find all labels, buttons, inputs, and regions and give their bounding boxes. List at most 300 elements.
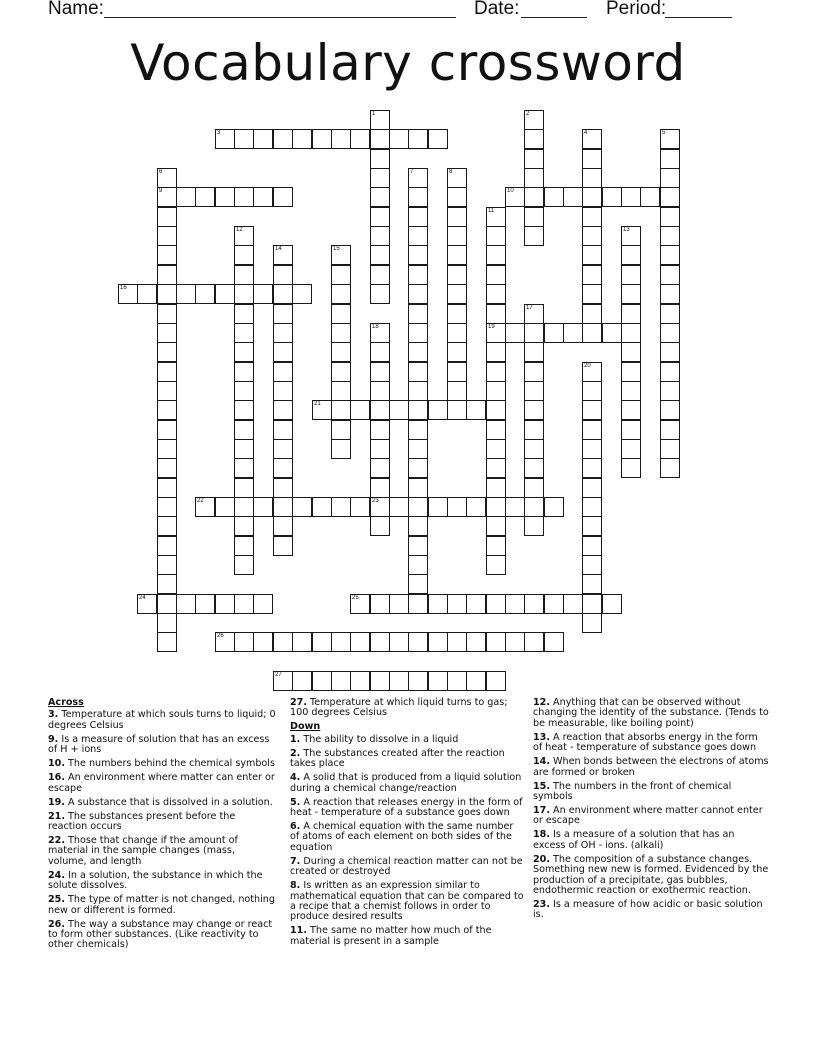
crossword-cell[interactable] (524, 381, 544, 401)
crossword-cell[interactable] (253, 594, 273, 614)
crossword-cell[interactable] (447, 671, 467, 691)
crossword-cell[interactable] (408, 342, 428, 362)
crossword-cell[interactable] (157, 574, 177, 594)
crossword-cell[interactable] (524, 168, 544, 188)
crossword-cell[interactable] (428, 497, 448, 517)
crossword-cell[interactable] (370, 594, 390, 614)
crossword-cell[interactable] (370, 381, 390, 401)
crossword-cell[interactable] (331, 439, 351, 459)
crossword-cell[interactable] (234, 555, 254, 575)
crossword-cell[interactable] (582, 420, 602, 440)
crossword-cell[interactable] (215, 632, 235, 652)
crossword-cell[interactable] (408, 574, 428, 594)
crossword-cell[interactable] (486, 400, 506, 420)
crossword-cell[interactable] (582, 613, 602, 633)
crossword-cell[interactable] (544, 323, 564, 343)
crossword-cell[interactable] (486, 458, 506, 478)
crossword-cell[interactable] (331, 304, 351, 324)
crossword-cell[interactable] (312, 671, 332, 691)
crossword-cell[interactable] (582, 168, 602, 188)
crossword-cell[interactable] (486, 536, 506, 556)
crossword-cell[interactable] (660, 400, 680, 420)
crossword-cell[interactable] (195, 594, 215, 614)
crossword-cell[interactable] (660, 245, 680, 265)
crossword-cell[interactable] (408, 420, 428, 440)
crossword-cell[interactable] (447, 342, 467, 362)
crossword-cell[interactable] (466, 400, 486, 420)
crossword-cell[interactable] (505, 323, 525, 343)
crossword-cell[interactable] (273, 284, 293, 304)
crossword-cell[interactable] (660, 458, 680, 478)
crossword-cell[interactable] (157, 304, 177, 324)
crossword-cell[interactable] (408, 439, 428, 459)
crossword-cell[interactable] (292, 284, 312, 304)
crossword-cell[interactable] (447, 284, 467, 304)
crossword-cell[interactable] (331, 342, 351, 362)
crossword-cell[interactable] (524, 478, 544, 498)
crossword-cell[interactable] (621, 362, 641, 382)
crossword-cell[interactable] (524, 187, 544, 207)
crossword-cell[interactable] (621, 439, 641, 459)
crossword-cell[interactable] (273, 342, 293, 362)
crossword-cell[interactable] (157, 420, 177, 440)
crossword-cell[interactable] (273, 497, 293, 517)
crossword-cell[interactable] (486, 594, 506, 614)
crossword-cell[interactable] (331, 497, 351, 517)
crossword-cell[interactable] (157, 323, 177, 343)
crossword-cell[interactable] (331, 284, 351, 304)
crossword-cell[interactable] (408, 168, 428, 188)
crossword-cell[interactable] (447, 323, 467, 343)
crossword-cell[interactable] (408, 226, 428, 246)
crossword-cell[interactable] (234, 439, 254, 459)
crossword-cell[interactable] (157, 594, 177, 614)
crossword-cell[interactable] (215, 187, 235, 207)
crossword-cell[interactable] (157, 555, 177, 575)
crossword-cell[interactable] (582, 245, 602, 265)
crossword-cell[interactable] (408, 478, 428, 498)
crossword-cell[interactable] (157, 458, 177, 478)
crossword-cell[interactable] (621, 265, 641, 285)
crossword-cell[interactable] (447, 168, 467, 188)
crossword-cell[interactable] (466, 632, 486, 652)
crossword-cell[interactable] (370, 400, 390, 420)
crossword-cell[interactable] (447, 187, 467, 207)
crossword-cell[interactable] (524, 458, 544, 478)
crossword-cell[interactable] (621, 187, 641, 207)
crossword-cell[interactable] (370, 458, 390, 478)
crossword-cell[interactable] (582, 478, 602, 498)
crossword-cell[interactable] (582, 265, 602, 285)
crossword-cell[interactable] (389, 594, 409, 614)
crossword-cell[interactable] (331, 129, 351, 149)
crossword-cell[interactable] (408, 555, 428, 575)
crossword-cell[interactable] (234, 187, 254, 207)
crossword-cell[interactable] (582, 458, 602, 478)
crossword-cell[interactable] (292, 497, 312, 517)
crossword-cell[interactable] (582, 284, 602, 304)
crossword-cell[interactable] (621, 284, 641, 304)
crossword-cell[interactable] (486, 555, 506, 575)
crossword-cell[interactable] (660, 149, 680, 169)
crossword-cell[interactable] (524, 207, 544, 227)
crossword-cell[interactable] (292, 129, 312, 149)
crossword-cell[interactable] (370, 671, 390, 691)
crossword-cell[interactable] (157, 478, 177, 498)
crossword-cell[interactable] (447, 362, 467, 382)
crossword-cell[interactable] (582, 439, 602, 459)
crossword-cell[interactable] (157, 168, 177, 188)
crossword-cell[interactable] (331, 265, 351, 285)
crossword-cell[interactable] (253, 187, 273, 207)
crossword-cell[interactable] (524, 420, 544, 440)
crossword-cell[interactable] (195, 187, 215, 207)
crossword-cell[interactable] (524, 439, 544, 459)
crossword-cell[interactable] (370, 110, 390, 130)
crossword-cell[interactable] (660, 304, 680, 324)
crossword-cell[interactable] (486, 632, 506, 652)
crossword-cell[interactable] (389, 671, 409, 691)
crossword-cell[interactable] (466, 497, 486, 517)
crossword-cell[interactable] (234, 420, 254, 440)
crossword-cell[interactable] (370, 497, 390, 517)
crossword-cell[interactable] (544, 594, 564, 614)
crossword-cell[interactable] (486, 245, 506, 265)
crossword-cell[interactable] (486, 323, 506, 343)
crossword-cell[interactable] (215, 284, 235, 304)
crossword-cell[interactable] (524, 632, 544, 652)
crossword-cell[interactable] (234, 323, 254, 343)
crossword-cell[interactable] (157, 265, 177, 285)
crossword-cell[interactable] (350, 129, 370, 149)
crossword-cell[interactable] (350, 594, 370, 614)
crossword-cell[interactable] (253, 129, 273, 149)
crossword-cell[interactable] (331, 632, 351, 652)
name-line[interactable] (104, 17, 456, 18)
crossword-cell[interactable] (215, 594, 235, 614)
crossword-cell[interactable] (389, 129, 409, 149)
crossword-cell[interactable] (389, 400, 409, 420)
crossword-cell[interactable] (157, 362, 177, 382)
crossword-cell[interactable] (370, 265, 390, 285)
crossword-cell[interactable] (273, 265, 293, 285)
crossword-cell[interactable] (157, 516, 177, 536)
crossword-cell[interactable] (273, 362, 293, 382)
crossword-cell[interactable] (389, 497, 409, 517)
crossword-cell[interactable] (157, 381, 177, 401)
crossword-cell[interactable] (524, 400, 544, 420)
crossword-cell[interactable] (466, 594, 486, 614)
crossword-cell[interactable] (408, 129, 428, 149)
crossword-cell[interactable] (408, 187, 428, 207)
crossword-cell[interactable] (486, 304, 506, 324)
crossword-cell[interactable] (660, 439, 680, 459)
crossword-cell[interactable] (544, 187, 564, 207)
crossword-cell[interactable] (486, 671, 506, 691)
crossword-cell[interactable] (408, 458, 428, 478)
crossword-cell[interactable] (428, 671, 448, 691)
crossword-cell[interactable] (234, 342, 254, 362)
crossword-cell[interactable] (524, 323, 544, 343)
crossword-cell[interactable] (408, 536, 428, 556)
crossword-cell[interactable] (660, 168, 680, 188)
crossword-cell[interactable] (621, 400, 641, 420)
crossword-cell[interactable] (524, 516, 544, 536)
crossword-cell[interactable] (640, 187, 660, 207)
crossword-cell[interactable] (292, 632, 312, 652)
crossword-cell[interactable] (273, 478, 293, 498)
crossword-cell[interactable] (273, 516, 293, 536)
crossword-cell[interactable] (331, 362, 351, 382)
crossword-cell[interactable] (137, 594, 157, 614)
crossword-cell[interactable] (234, 362, 254, 382)
crossword-cell[interactable] (312, 497, 332, 517)
crossword-cell[interactable] (408, 381, 428, 401)
crossword-cell[interactable] (234, 381, 254, 401)
crossword-cell[interactable] (370, 149, 390, 169)
crossword-cell[interactable] (602, 187, 622, 207)
crossword-cell[interactable] (176, 187, 196, 207)
crossword-cell[interactable] (524, 342, 544, 362)
crossword-cell[interactable] (486, 265, 506, 285)
period-line[interactable] (665, 17, 732, 18)
crossword-cell[interactable] (273, 304, 293, 324)
crossword-cell[interactable] (428, 129, 448, 149)
crossword-cell[interactable] (524, 594, 544, 614)
crossword-cell[interactable] (563, 187, 583, 207)
crossword-cell[interactable] (447, 245, 467, 265)
crossword-cell[interactable] (273, 458, 293, 478)
crossword-cell[interactable] (273, 400, 293, 420)
crossword-cell[interactable] (428, 632, 448, 652)
crossword-cell[interactable] (370, 226, 390, 246)
crossword-cell[interactable] (350, 497, 370, 517)
crossword-cell[interactable] (312, 400, 332, 420)
crossword-cell[interactable] (486, 342, 506, 362)
crossword-cell[interactable] (408, 245, 428, 265)
crossword-cell[interactable] (215, 129, 235, 149)
crossword-cell[interactable] (486, 420, 506, 440)
crossword-cell[interactable] (312, 632, 332, 652)
crossword-cell[interactable] (331, 400, 351, 420)
crossword-cell[interactable] (370, 362, 390, 382)
crossword-cell[interactable] (331, 671, 351, 691)
crossword-cell[interactable] (350, 400, 370, 420)
crossword-cell[interactable] (273, 439, 293, 459)
crossword-cell[interactable] (370, 187, 390, 207)
crossword-cell[interactable] (273, 632, 293, 652)
crossword-cell[interactable] (660, 342, 680, 362)
crossword-cell[interactable] (486, 497, 506, 517)
crossword-cell[interactable] (602, 323, 622, 343)
crossword-cell[interactable] (273, 420, 293, 440)
crossword-cell[interactable] (582, 207, 602, 227)
crossword-cell[interactable] (370, 516, 390, 536)
crossword-cell[interactable] (408, 632, 428, 652)
crossword-cell[interactable] (234, 304, 254, 324)
crossword-cell[interactable] (563, 594, 583, 614)
crossword-cell[interactable] (234, 265, 254, 285)
crossword-cell[interactable] (660, 420, 680, 440)
crossword-cell[interactable] (157, 342, 177, 362)
crossword-cell[interactable] (157, 632, 177, 652)
crossword-cell[interactable] (312, 129, 332, 149)
crossword-cell[interactable] (370, 284, 390, 304)
crossword-cell[interactable] (582, 400, 602, 420)
crossword-cell[interactable] (660, 381, 680, 401)
crossword-cell[interactable] (273, 536, 293, 556)
crossword-cell[interactable] (582, 187, 602, 207)
crossword-cell[interactable] (447, 632, 467, 652)
crossword-cell[interactable] (157, 207, 177, 227)
crossword-cell[interactable] (563, 323, 583, 343)
crossword-cell[interactable] (370, 207, 390, 227)
crossword-cell[interactable] (370, 323, 390, 343)
crossword-cell[interactable] (447, 265, 467, 285)
crossword-cell[interactable] (331, 381, 351, 401)
crossword-cell[interactable] (582, 129, 602, 149)
crossword-cell[interactable] (370, 420, 390, 440)
crossword-cell[interactable] (544, 497, 564, 517)
crossword-cell[interactable] (524, 226, 544, 246)
crossword-cell[interactable] (331, 420, 351, 440)
crossword-cell[interactable] (408, 265, 428, 285)
crossword-cell[interactable] (621, 323, 641, 343)
crossword-cell[interactable] (582, 497, 602, 517)
crossword-cell[interactable] (621, 226, 641, 246)
crossword-cell[interactable] (660, 323, 680, 343)
crossword-cell[interactable] (582, 555, 602, 575)
crossword-cell[interactable] (408, 304, 428, 324)
crossword-cell[interactable] (195, 284, 215, 304)
crossword-cell[interactable] (524, 497, 544, 517)
crossword-cell[interactable] (331, 245, 351, 265)
crossword-cell[interactable] (408, 516, 428, 536)
crossword-cell[interactable] (486, 362, 506, 382)
crossword-cell[interactable] (273, 129, 293, 149)
crossword-cell[interactable] (447, 381, 467, 401)
crossword-cell[interactable] (408, 497, 428, 517)
crossword-cell[interactable] (447, 400, 467, 420)
crossword-cell[interactable] (157, 439, 177, 459)
crossword-cell[interactable] (370, 168, 390, 188)
crossword-cell[interactable] (466, 671, 486, 691)
crossword-cell[interactable] (370, 439, 390, 459)
crossword-cell[interactable] (505, 594, 525, 614)
crossword-cell[interactable] (234, 478, 254, 498)
crossword-cell[interactable] (234, 226, 254, 246)
crossword-cell[interactable] (234, 632, 254, 652)
crossword-cell[interactable] (582, 381, 602, 401)
crossword-cell[interactable] (408, 323, 428, 343)
crossword-cell[interactable] (234, 129, 254, 149)
crossword-cell[interactable] (157, 497, 177, 517)
crossword-cell[interactable] (234, 497, 254, 517)
crossword-cell[interactable] (370, 478, 390, 498)
crossword-cell[interactable] (447, 497, 467, 517)
crossword-cell[interactable] (273, 187, 293, 207)
crossword-cell[interactable] (118, 284, 138, 304)
crossword-cell[interactable] (447, 594, 467, 614)
crossword-cell[interactable] (331, 323, 351, 343)
crossword-cell[interactable] (253, 284, 273, 304)
crossword-cell[interactable] (524, 304, 544, 324)
crossword-cell[interactable] (137, 284, 157, 304)
crossword-cell[interactable] (505, 187, 525, 207)
crossword-cell[interactable] (582, 574, 602, 594)
crossword-cell[interactable] (582, 304, 602, 324)
crossword-cell[interactable] (408, 400, 428, 420)
crossword-cell[interactable] (486, 381, 506, 401)
crossword-cell[interactable] (370, 632, 390, 652)
crossword-cell[interactable] (157, 245, 177, 265)
date-line[interactable] (521, 17, 587, 18)
crossword-cell[interactable] (234, 594, 254, 614)
crossword-cell[interactable] (370, 245, 390, 265)
crossword-cell[interactable] (486, 226, 506, 246)
crossword-cell[interactable] (660, 265, 680, 285)
crossword-cell[interactable] (582, 516, 602, 536)
crossword-cell[interactable] (621, 420, 641, 440)
crossword-cell[interactable] (408, 284, 428, 304)
crossword-cell[interactable] (582, 226, 602, 246)
crossword-cell[interactable] (157, 400, 177, 420)
crossword-cell[interactable] (486, 478, 506, 498)
crossword-cell[interactable] (408, 594, 428, 614)
crossword-cell[interactable] (234, 458, 254, 478)
crossword-cell[interactable] (215, 497, 235, 517)
crossword-cell[interactable] (234, 536, 254, 556)
crossword-cell[interactable] (621, 381, 641, 401)
crossword-cell[interactable] (428, 400, 448, 420)
crossword-cell[interactable] (582, 323, 602, 343)
crossword-cell[interactable] (621, 245, 641, 265)
crossword-cell[interactable] (350, 632, 370, 652)
crossword-cell[interactable] (253, 497, 273, 517)
crossword-cell[interactable] (582, 149, 602, 169)
crossword-cell[interactable] (524, 149, 544, 169)
crossword-cell[interactable] (447, 207, 467, 227)
crossword-cell[interactable] (370, 342, 390, 362)
crossword-cell[interactable] (157, 536, 177, 556)
crossword-cell[interactable] (524, 362, 544, 382)
crossword-cell[interactable] (524, 110, 544, 130)
crossword-cell[interactable] (195, 497, 215, 517)
crossword-cell[interactable] (157, 226, 177, 246)
crossword-cell[interactable] (234, 400, 254, 420)
crossword-cell[interactable] (273, 323, 293, 343)
crossword-cell[interactable] (505, 632, 525, 652)
crossword-cell[interactable] (273, 381, 293, 401)
crossword-cell[interactable] (157, 613, 177, 633)
crossword-cell[interactable] (234, 284, 254, 304)
crossword-cell[interactable] (408, 671, 428, 691)
crossword-cell[interactable] (486, 516, 506, 536)
crossword-cell[interactable] (660, 129, 680, 149)
crossword-cell[interactable] (273, 245, 293, 265)
crossword-cell[interactable] (544, 632, 564, 652)
crossword-cell[interactable] (428, 594, 448, 614)
crossword-cell[interactable] (582, 536, 602, 556)
crossword-cell[interactable] (350, 671, 370, 691)
crossword-cell[interactable] (660, 362, 680, 382)
crossword-cell[interactable] (157, 284, 177, 304)
crossword-cell[interactable] (660, 226, 680, 246)
crossword-cell[interactable] (602, 594, 622, 614)
crossword-cell[interactable] (621, 304, 641, 324)
crossword-cell[interactable] (660, 207, 680, 227)
crossword-cell[interactable] (582, 362, 602, 382)
